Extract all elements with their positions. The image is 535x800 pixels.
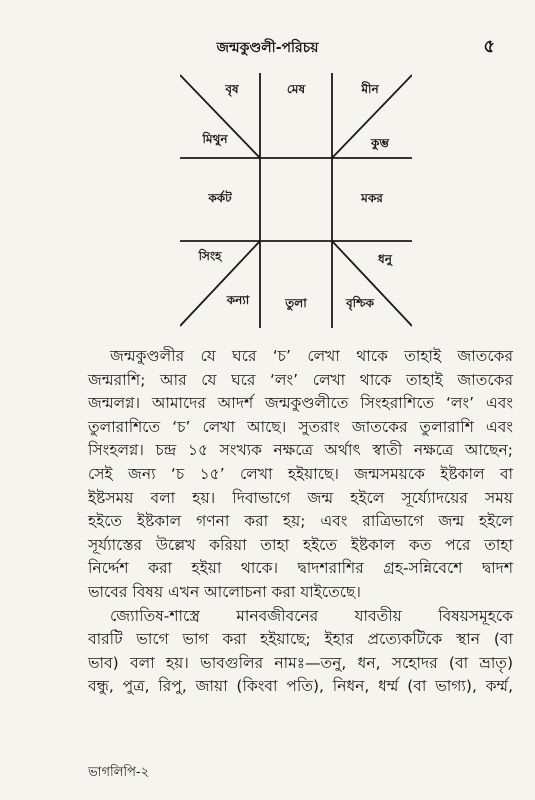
text-line: জন্মলগ্ন। আমাদের আদর্শ জন্মকুণ্ডলীতে সিংহরাশিতে ‘লং’ এবং bbox=[88, 394, 513, 413]
sign-tula: তুলা bbox=[285, 296, 307, 310]
text-line: ভাবের বিষয় এখন আলোচনা করা যাইতেছে। bbox=[88, 582, 361, 601]
text-line: বারটি ভাগে ভাগ করা হইয়াছে; ইহার প্রত্যেকটিকে স্থান (বা bbox=[88, 630, 513, 649]
text-line: সিংহলগ্ন। চন্দ্র ১৫ সংখ্যক নক্ষত্রে অর্থাৎ স্বাতী নক্ষত্রে আছেন; bbox=[88, 441, 513, 460]
text-line: জন্মকুণ্ডলীর যে ঘরে ‘চ’ লেখা থাকে তাহাই জাতকের bbox=[110, 347, 513, 365]
sign-kumbha: কুম্ভ bbox=[371, 136, 389, 150]
sign-vrish: বৃষ bbox=[225, 82, 239, 96]
horoscope-chart bbox=[180, 73, 412, 328]
sign-karkat: কর্কট bbox=[208, 191, 232, 205]
text-line: জন্মরাশি; আর যে ঘরে ‘লং’ লেখা থাকে তাহাই জাতকের bbox=[88, 370, 513, 389]
sign-singha: সিংহ bbox=[198, 249, 222, 263]
paragraph bbox=[88, 345, 513, 605]
text-line: নির্দ্দেশ করা হইয়া থাকে। দ্বাদশরাশির গ্রহ-সন্নিবেশে দ্বাদশ bbox=[88, 559, 513, 578]
running-header: জন্মকুণ্ডলী-পরিচয় bbox=[216, 40, 319, 56]
text-line: বন্ধু, পুত্র, রিপু, জায়া (কিংবা পতি), নিধন, ধর্ম্ম (বা ভাগ্য), কর্ম্ম, bbox=[88, 677, 513, 696]
sign-vrishchik: বৃশ্চিক bbox=[345, 296, 375, 310]
sign-makar: মকর bbox=[361, 191, 383, 205]
body-text bbox=[88, 345, 513, 699]
page-number: ৫ bbox=[483, 36, 495, 57]
text-line: তুলারাশিতে ‘চ’ লেখা আছে। সুতরাং জাতকের তুলারাশি এবং bbox=[88, 417, 513, 436]
paragraph bbox=[88, 605, 513, 699]
signature-mark: ভাগলিপি-২ bbox=[88, 765, 150, 780]
text-line: জ্যোতিষ-শাস্ত্রে মানবজীবনের যাবতীয় বিষয়সমূহকে bbox=[110, 606, 513, 625]
text-line: হইতে ইষ্টকাল গণনা করা হয়; এবং রাত্রিভাগে জন্ম হইলে bbox=[88, 512, 513, 531]
sign-mithun: মিথুন bbox=[202, 132, 228, 146]
sign-meen: মীন bbox=[361, 82, 379, 96]
text-line: ভাব) বলা হয়। ভাবগুলির নামঃ—তনু, ধন, সহোদর (বা ভ্রাতৃ) bbox=[88, 653, 513, 672]
text-line: ইষ্টসময় বলা হয়। দিবাভাগে জন্ম হইলে সূর্য্যোদয়ের সময় bbox=[88, 488, 513, 507]
text-line: সেই জন্য ‘চ ১৫’ লেখা হইয়াছে। জন্মসময়কে ইষ্টকাল বা bbox=[88, 464, 513, 483]
text-line: সূর্য্যাস্তের উল্লেখ করিয়া তাহা হইতে ইষ্টকাল কত পরে তাহা bbox=[88, 535, 513, 554]
sign-kanya: কন্যা bbox=[226, 293, 250, 307]
sign-dhanu: ধনু bbox=[378, 252, 392, 266]
sign-mesh: মেষ bbox=[286, 82, 306, 96]
